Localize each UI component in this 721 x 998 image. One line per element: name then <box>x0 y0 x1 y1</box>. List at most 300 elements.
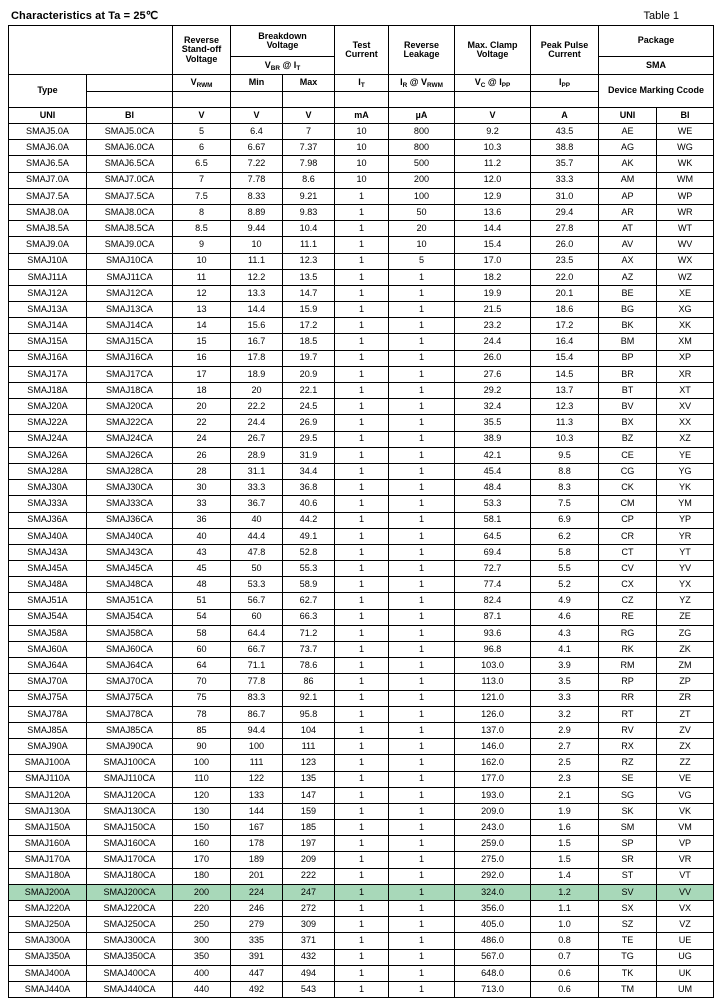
cell-uni: SMAJ64A <box>9 658 87 674</box>
cell-ir: 1 <box>389 285 455 301</box>
cell-marking-bi: YK <box>657 480 714 496</box>
cell-vbr-max: 17.2 <box>283 318 335 334</box>
cell-bi: SMAJ43CA <box>87 544 173 560</box>
cell-bi: SMAJ48CA <box>87 577 173 593</box>
cell-vbr-max: 13.5 <box>283 269 335 285</box>
cell-bi: SMAJ8.5CA <box>87 221 173 237</box>
header-row-symbols <box>9 75 714 92</box>
cell-bi: SMAJ14CA <box>87 318 173 334</box>
cell-vbr-min: 11.1 <box>231 253 283 269</box>
table-row <box>9 383 714 399</box>
cell-uni: SMAJ8.0A <box>9 204 87 220</box>
cell-ipp: 0.8 <box>531 933 599 949</box>
characteristics-table <box>8 25 714 998</box>
cell-bi: SMAJ11CA <box>87 269 173 285</box>
cell-vc: 21.5 <box>455 302 531 318</box>
cell-marking-bi: YG <box>657 463 714 479</box>
cell-vbr-min: 8.89 <box>231 204 283 220</box>
cell-vrwm: 85 <box>173 722 231 738</box>
cell-vrwm: 300 <box>173 933 231 949</box>
cell-ir: 1 <box>389 625 455 641</box>
cell-uni: SMAJ7.5A <box>9 188 87 204</box>
cell-vc: 53.3 <box>455 496 531 512</box>
cell-vbr-min: 447 <box>231 965 283 981</box>
cell-it: 1 <box>335 383 389 399</box>
header-spacer-max <box>283 92 335 108</box>
cell-vrwm: 150 <box>173 820 231 836</box>
cell-it: 1 <box>335 868 389 884</box>
cell-ir: 1 <box>389 868 455 884</box>
cell-bi: SMAJ400CA <box>87 965 173 981</box>
cell-ir: 1 <box>389 366 455 382</box>
cell-vbr-min: 133 <box>231 787 283 803</box>
cell-uni: SMAJ8.5A <box>9 221 87 237</box>
cell-vrwm: 6 <box>173 140 231 156</box>
cell-ipp: 2.9 <box>531 722 599 738</box>
cell-ipp: 2.3 <box>531 771 599 787</box>
cell-marking-uni: RP <box>599 674 657 690</box>
cell-marking-bi: WG <box>657 140 714 156</box>
cell-vbr-max: 8.6 <box>283 172 335 188</box>
header-type-blank2 <box>87 92 173 108</box>
cell-marking-uni: TE <box>599 933 657 949</box>
cell-vbr-min: 167 <box>231 820 283 836</box>
table-row <box>9 884 714 900</box>
header-max: Max <box>283 75 335 92</box>
cell-bi: SMAJ16CA <box>87 350 173 366</box>
cell-marking-bi: VP <box>657 836 714 852</box>
cell-marking-bi: VK <box>657 803 714 819</box>
cell-marking-uni: RZ <box>599 755 657 771</box>
cell-uni: SMAJ60A <box>9 642 87 658</box>
cell-vc: 15.4 <box>455 237 531 253</box>
cell-vbr-max: 29.5 <box>283 431 335 447</box>
cell-vrwm: 58 <box>173 625 231 641</box>
cell-ir: 100 <box>389 188 455 204</box>
cell-marking-uni: RM <box>599 658 657 674</box>
cell-vbr-max: 18.5 <box>283 334 335 350</box>
header-device-marking: Device Marking Ccode <box>599 75 714 108</box>
cell-uni: SMAJ11A <box>9 269 87 285</box>
cell-ir: 1 <box>389 480 455 496</box>
cell-vbr-max: 9.83 <box>283 204 335 220</box>
cell-uni: SMAJ6.0A <box>9 140 87 156</box>
cell-marking-bi: YM <box>657 496 714 512</box>
cell-it: 1 <box>335 901 389 917</box>
cell-ipp: 13.7 <box>531 383 599 399</box>
cell-marking-bi: YX <box>657 577 714 593</box>
cell-ir: 1 <box>389 755 455 771</box>
cell-vbr-max: 309 <box>283 917 335 933</box>
cell-vrwm: 90 <box>173 739 231 755</box>
cell-marking-uni: BX <box>599 415 657 431</box>
cell-vrwm: 36 <box>173 512 231 528</box>
table-row <box>9 901 714 917</box>
cell-vbr-min: 17.8 <box>231 350 283 366</box>
cell-it: 1 <box>335 642 389 658</box>
table-row <box>9 334 714 350</box>
header-package-uni: UNI <box>599 108 657 124</box>
table-row <box>9 318 714 334</box>
cell-bi: SMAJ54CA <box>87 609 173 625</box>
cell-marking-bi: ZT <box>657 706 714 722</box>
cell-vc: 162.0 <box>455 755 531 771</box>
cell-marking-uni: RV <box>599 722 657 738</box>
cell-bi: SMAJ13CA <box>87 302 173 318</box>
cell-ir: 1 <box>389 528 455 544</box>
cell-bi: SMAJ170CA <box>87 852 173 868</box>
cell-vbr-min: 9.44 <box>231 221 283 237</box>
cell-vbr-min: 279 <box>231 917 283 933</box>
cell-vc: 13.6 <box>455 204 531 220</box>
cell-vc: 713.0 <box>455 981 531 997</box>
cell-ipp: 23.5 <box>531 253 599 269</box>
table-row <box>9 269 714 285</box>
cell-marking-bi: ZG <box>657 625 714 641</box>
cell-marking-bi: YP <box>657 512 714 528</box>
cell-ipp: 1.2 <box>531 884 599 900</box>
cell-bi: SMAJ24CA <box>87 431 173 447</box>
cell-vc: 146.0 <box>455 739 531 755</box>
cell-vbr-max: 371 <box>283 933 335 949</box>
cell-ipp: 4.3 <box>531 625 599 641</box>
cell-bi: SMAJ30CA <box>87 480 173 496</box>
cell-ipp: 1.6 <box>531 820 599 836</box>
cell-bi: SMAJ12CA <box>87 285 173 301</box>
cell-vrwm: 26 <box>173 447 231 463</box>
cell-vc: 243.0 <box>455 820 531 836</box>
cell-marking-bi: WM <box>657 172 714 188</box>
cell-vrwm: 120 <box>173 787 231 803</box>
cell-uni: SMAJ54A <box>9 609 87 625</box>
cell-bi: SMAJ220CA <box>87 901 173 917</box>
cell-it: 1 <box>335 981 389 997</box>
cell-uni: SMAJ43A <box>9 544 87 560</box>
table-row <box>9 577 714 593</box>
cell-vc: 177.0 <box>455 771 531 787</box>
cell-marking-bi: VT <box>657 868 714 884</box>
table-row <box>9 965 714 981</box>
cell-vbr-max: 543 <box>283 981 335 997</box>
cell-vbr-max: 86 <box>283 674 335 690</box>
cell-vc: 103.0 <box>455 658 531 674</box>
cell-vbr-max: 7.98 <box>283 156 335 172</box>
table-row <box>9 302 714 318</box>
table-row <box>9 674 714 690</box>
cell-vrwm: 24 <box>173 431 231 447</box>
cell-vbr-max: 66.3 <box>283 609 335 625</box>
cell-bi: SMAJ58CA <box>87 625 173 641</box>
cell-marking-uni: CT <box>599 544 657 560</box>
cell-vbr-min: 492 <box>231 981 283 997</box>
cell-vrwm: 110 <box>173 771 231 787</box>
cell-marking-bi: VE <box>657 771 714 787</box>
cell-it: 1 <box>335 188 389 204</box>
cell-vrwm: 7 <box>173 172 231 188</box>
cell-it: 1 <box>335 415 389 431</box>
cell-vbr-max: 36.8 <box>283 480 335 496</box>
table-row <box>9 836 714 852</box>
cell-vrwm: 6.5 <box>173 156 231 172</box>
cell-bi: SMAJ20CA <box>87 399 173 415</box>
cell-marking-bi: VX <box>657 901 714 917</box>
cell-vrwm: 30 <box>173 480 231 496</box>
cell-bi: SMAJ78CA <box>87 706 173 722</box>
cell-ipp: 5.8 <box>531 544 599 560</box>
cell-vc: 12.0 <box>455 172 531 188</box>
cell-marking-bi: ZM <box>657 658 714 674</box>
cell-marking-uni: CX <box>599 577 657 593</box>
header-unit-ir: µA <box>389 108 455 124</box>
cell-bi: SMAJ250CA <box>87 917 173 933</box>
cell-marking-uni: TK <box>599 965 657 981</box>
cell-vbr-max: 14.7 <box>283 285 335 301</box>
cell-marking-uni: AE <box>599 124 657 140</box>
table-row <box>9 868 714 884</box>
cell-ipp: 6.9 <box>531 512 599 528</box>
cell-uni: SMAJ17A <box>9 366 87 382</box>
header-spacer-vrwm <box>173 92 231 108</box>
cell-bi: SMAJ22CA <box>87 415 173 431</box>
cell-marking-uni: ST <box>599 868 657 884</box>
cell-ipp: 1.5 <box>531 836 599 852</box>
cell-marking-bi: WE <box>657 124 714 140</box>
cell-marking-bi: ZZ <box>657 755 714 771</box>
table-row <box>9 544 714 560</box>
table-row <box>9 706 714 722</box>
header-bi: BI <box>87 108 173 124</box>
cell-marking-uni: SR <box>599 852 657 868</box>
cell-marking-uni: CV <box>599 561 657 577</box>
cell-it: 1 <box>335 447 389 463</box>
cell-vc: 9.2 <box>455 124 531 140</box>
cell-ipp: 33.3 <box>531 172 599 188</box>
table-row <box>9 172 714 188</box>
cell-vbr-min: 64.4 <box>231 625 283 641</box>
cell-ipp: 8.8 <box>531 463 599 479</box>
cell-marking-bi: VZ <box>657 917 714 933</box>
cell-vrwm: 14 <box>173 318 231 334</box>
cell-ipp: 14.5 <box>531 366 599 382</box>
cell-bi: SMAJ5.0CA <box>87 124 173 140</box>
cell-bi: SMAJ26CA <box>87 447 173 463</box>
cell-vbr-min: 8.33 <box>231 188 283 204</box>
cell-ir: 1 <box>389 949 455 965</box>
cell-uni: SMAJ22A <box>9 415 87 431</box>
cell-bi: SMAJ6.5CA <box>87 156 173 172</box>
cell-marking-bi: WZ <box>657 269 714 285</box>
header-type-blank <box>87 75 173 92</box>
cell-vbr-max: 24.5 <box>283 399 335 415</box>
header-spacer-ipp <box>531 92 599 108</box>
cell-bi: SMAJ85CA <box>87 722 173 738</box>
cell-ipp: 12.3 <box>531 399 599 415</box>
cell-vrwm: 10 <box>173 253 231 269</box>
cell-vbr-min: 189 <box>231 852 283 868</box>
cell-marking-uni: AG <box>599 140 657 156</box>
cell-marking-bi: XM <box>657 334 714 350</box>
table-row <box>9 221 714 237</box>
cell-vrwm: 5 <box>173 124 231 140</box>
cell-ipp: 16.4 <box>531 334 599 350</box>
table-row <box>9 625 714 641</box>
cell-ir: 1 <box>389 447 455 463</box>
cell-it: 1 <box>335 933 389 949</box>
cell-bi: SMAJ75CA <box>87 690 173 706</box>
cell-it: 1 <box>335 350 389 366</box>
cell-ipp: 4.1 <box>531 642 599 658</box>
cell-marking-bi: WT <box>657 221 714 237</box>
cell-uni: SMAJ6.5A <box>9 156 87 172</box>
cell-vbr-min: 77.8 <box>231 674 283 690</box>
table-row <box>9 366 714 382</box>
cell-uni: SMAJ10A <box>9 253 87 269</box>
cell-vbr-max: 71.2 <box>283 625 335 641</box>
header-uni: UNI <box>9 108 87 124</box>
cell-marking-bi: WR <box>657 204 714 220</box>
cell-bi: SMAJ8.0CA <box>87 204 173 220</box>
cell-ipp: 11.3 <box>531 415 599 431</box>
cell-uni: SMAJ170A <box>9 852 87 868</box>
cell-bi: SMAJ9.0CA <box>87 237 173 253</box>
cell-marking-bi: UK <box>657 965 714 981</box>
cell-vrwm: 440 <box>173 981 231 997</box>
cell-vbr-min: 201 <box>231 868 283 884</box>
cell-marking-uni: SX <box>599 901 657 917</box>
cell-vbr-max: 78.6 <box>283 658 335 674</box>
cell-uni: SMAJ9.0A <box>9 237 87 253</box>
table-row <box>9 949 714 965</box>
header-vrwm-symbol: $V_{RWM}$ <box>173 75 231 92</box>
cell-it: 1 <box>335 658 389 674</box>
cell-vrwm: 43 <box>173 544 231 560</box>
cell-ir: 1 <box>389 642 455 658</box>
cell-uni: SMAJ250A <box>9 917 87 933</box>
cell-ir: 1 <box>389 771 455 787</box>
cell-vc: 275.0 <box>455 852 531 868</box>
cell-ir: 1 <box>389 399 455 415</box>
header-reverse-standoff <box>173 26 231 75</box>
table-row <box>9 480 714 496</box>
cell-vrwm: 48 <box>173 577 231 593</box>
cell-marking-uni: SM <box>599 820 657 836</box>
cell-ir: 200 <box>389 172 455 188</box>
cell-bi: SMAJ130CA <box>87 803 173 819</box>
cell-uni: SMAJ220A <box>9 901 87 917</box>
cell-vbr-min: 53.3 <box>231 577 283 593</box>
cell-vbr-max: 19.7 <box>283 350 335 366</box>
cell-ir: 1 <box>389 561 455 577</box>
table-row <box>9 204 714 220</box>
cell-vbr-max: 73.7 <box>283 642 335 658</box>
cell-uni: SMAJ75A <box>9 690 87 706</box>
cell-vbr-min: 6.67 <box>231 140 283 156</box>
cell-vbr-min: 246 <box>231 901 283 917</box>
cell-vbr-min: 10 <box>231 237 283 253</box>
cell-marking-bi: ZV <box>657 722 714 738</box>
cell-uni: SMAJ7.0A <box>9 172 87 188</box>
cell-vbr-max: 135 <box>283 771 335 787</box>
table-row <box>9 512 714 528</box>
cell-vrwm: 400 <box>173 965 231 981</box>
cell-marking-bi: YR <box>657 528 714 544</box>
cell-vbr-min: 13.3 <box>231 285 283 301</box>
cell-marking-uni: CP <box>599 512 657 528</box>
cell-marking-bi: ZP <box>657 674 714 690</box>
cell-it: 1 <box>335 463 389 479</box>
cell-vbr-max: 92.1 <box>283 690 335 706</box>
cell-vbr-min: 94.4 <box>231 722 283 738</box>
cell-marking-uni: BR <box>599 366 657 382</box>
cell-uni: SMAJ100A <box>9 755 87 771</box>
cell-vbr-max: 20.9 <box>283 366 335 382</box>
cell-marking-bi: WV <box>657 237 714 253</box>
page-header <box>8 4 713 22</box>
header-row-groups <box>9 26 714 57</box>
cell-vbr-max: 44.2 <box>283 512 335 528</box>
cell-ir: 1 <box>389 383 455 399</box>
cell-it: 1 <box>335 302 389 318</box>
cell-vc: 82.4 <box>455 593 531 609</box>
cell-vbr-min: 6.4 <box>231 124 283 140</box>
cell-marking-bi: VV <box>657 884 714 900</box>
cell-vc: 113.0 <box>455 674 531 690</box>
cell-vbr-max: 185 <box>283 820 335 836</box>
cell-ir: 1 <box>389 852 455 868</box>
cell-ipp: 10.3 <box>531 431 599 447</box>
cell-vc: 35.5 <box>455 415 531 431</box>
header-row-names <box>9 108 714 124</box>
cell-ir: 1 <box>389 917 455 933</box>
cell-vrwm: 15 <box>173 334 231 350</box>
cell-it: 1 <box>335 253 389 269</box>
cell-vbr-max: 7.37 <box>283 140 335 156</box>
cell-vbr-min: 24.4 <box>231 415 283 431</box>
cell-ir: 1 <box>389 722 455 738</box>
cell-it: 1 <box>335 496 389 512</box>
cell-vc: 405.0 <box>455 917 531 933</box>
cell-vrwm: 40 <box>173 528 231 544</box>
cell-marking-bi: UM <box>657 981 714 997</box>
cell-vrwm: 13 <box>173 302 231 318</box>
cell-ir: 1 <box>389 302 455 318</box>
cell-ir: 1 <box>389 512 455 528</box>
cell-vc: 96.8 <box>455 642 531 658</box>
cell-marking-uni: AZ <box>599 269 657 285</box>
cell-ipp: 4.6 <box>531 609 599 625</box>
cell-vbr-max: 104 <box>283 722 335 738</box>
cell-vrwm: 12 <box>173 285 231 301</box>
cell-vbr-min: 335 <box>231 933 283 949</box>
cell-marking-uni: BM <box>599 334 657 350</box>
cell-it: 1 <box>335 318 389 334</box>
cell-vc: 58.1 <box>455 512 531 528</box>
header-type-label: Type <box>9 75 87 108</box>
cell-uni: SMAJ130A <box>9 803 87 819</box>
cell-it: 1 <box>335 544 389 560</box>
table-row <box>9 253 714 269</box>
table-row <box>9 415 714 431</box>
cell-vbr-max: 12.3 <box>283 253 335 269</box>
cell-it: 1 <box>335 561 389 577</box>
cell-vc: 648.0 <box>455 965 531 981</box>
cell-marking-uni: BP <box>599 350 657 366</box>
cell-uni: SMAJ26A <box>9 447 87 463</box>
header-unit-vrwm: V <box>173 108 231 124</box>
cell-uni: SMAJ350A <box>9 949 87 965</box>
cell-uni: SMAJ14A <box>9 318 87 334</box>
cell-uni: SMAJ78A <box>9 706 87 722</box>
